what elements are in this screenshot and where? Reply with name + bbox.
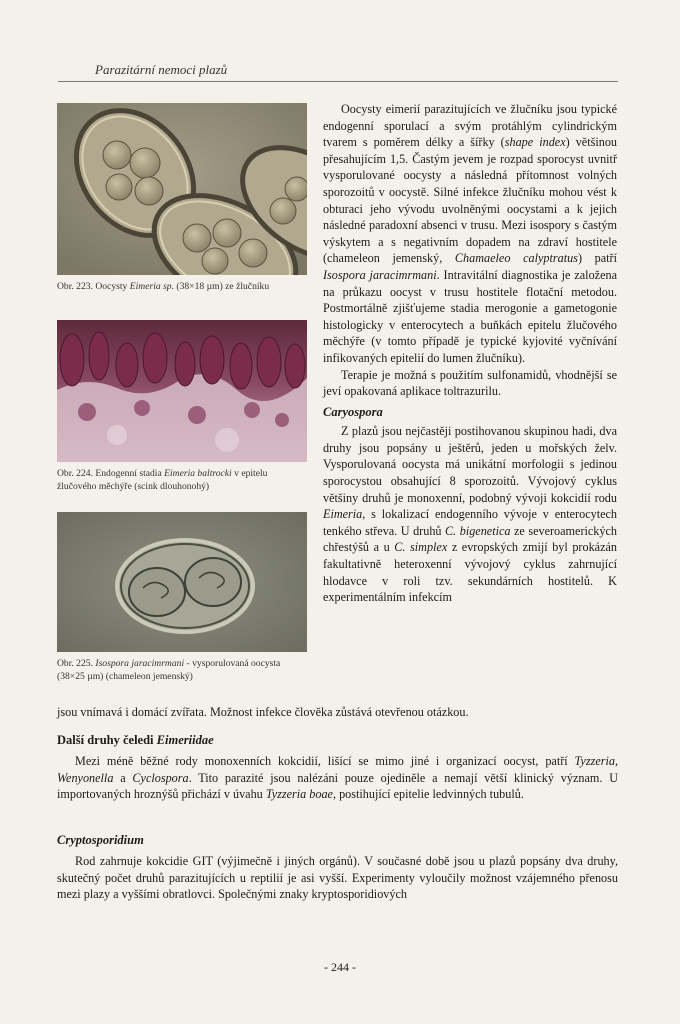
figure-223-image — [57, 103, 307, 275]
right-column-text — [323, 101, 617, 606]
paragraph-eimeriidae: Mezi méně běžné rody monoxenních kokcidií, lišící se mimo jiné i organizací oocyst, patří Tyzzeria, Wenyonella a Cyclospora. Tito parazité jsou nalézáni pouze ojediněle a nemají větší klinický význam. U importovaných hroznýšů přichází v úvahu Tyzzeria boae, postihující epitelie ledvinných tubulů. — [57, 754, 618, 802]
running-header: Parazitární nemoci plazů — [95, 62, 228, 77]
paragraph-therapy: Terapie je možná s použitím sulfonamidů, vhodnější se jeví opakovaná aplikace toltrazurilu. — [323, 367, 617, 399]
paragraph-cryptosporidium: Rod zahrnuje kokcidie GIT (výjimečně i jiných orgánů). V současné době jsou u plazů popsány dva druhy, skutečný počet druhů parazitujících u reptilií je asi vyšší. Experimenty vyloučily možnost vzájemného přenosu mezi plazy a vyššími obratlovci. Společnými znaky kryptosporidiových — [57, 854, 618, 902]
heading-cryptosporidium: Cryptosporidium — [57, 833, 144, 847]
header-rule — [58, 81, 618, 82]
page-number: - 244 - — [324, 960, 356, 974]
figure-224-caption: Obr. 224. Endogenní stadia Eimeria baltrocki v epitelu žlučového měchýře (scink dlouhonohý) — [57, 468, 268, 492]
continuation-line: jsou vnímavá i domácí zvířata. Možnost infekce člověka zůstává otevřenou otázkou. — [57, 705, 469, 719]
paragraph-caryospora: Z plazů jsou nejčastěji postihovanou skupinou hadi, dva druhy jsou popsány u ještěrů, jeden u mořských želv. Vysporulovaná oocysta má unikátní morfologii s jedinou sporocystou obsahující 8 sporozoitů. Vývojový cyklus většiny druhů je monoxenní, podobný vývoji kokcidií rodu Eimeria, s lokalizací endogenního vývoje v enterocytech tenkého střeva. U druhů C. bigenetica ze severoamerických chřestýšů a u C. simplex z evropských zmijí byl prokázán fakultativně heteroxenní vývojový cyklus zahrnující hlodavce v roli tzv. sekundárních hostitelů. K experimentálním infekcím — [323, 424, 617, 605]
figure-224-image — [57, 320, 307, 462]
paragraph-oocysts: Oocysty eimerií parazitujících ve žlučníku jsou typické endogenní sporulací a svým protáhlým cylindrickým tvarem s poměrem délky a šířky (shape index) většinou přesahujícím 1,5. Častým jevem je rozpad sporocyst uvnitř vysporulované oocysty a následná přítomnost volných sporozoitů v oocystě. Silné infekce žlučníku mohou vést k obturaci jeho vývodu uvolněnými oocystami a k jejich následné paradoxní absenci v trusu. Mezi isospory s častým výskytem a s negativním dopadem na zdraví hostitele (chameleon jemenský, Chamaeleo calyptratus) patří Isospora jaracimrmani. Intravitální diagnostika je založena na průkazu oocyst v trusu hostitele flotační metodou. Postmortálně zjišťujeme stadia merogonie a gametogonie histologicky v enterocytech a buňkách epitelu žlučového měchýře (v tomto případě je typické kyjovité vyčnívání infikovaných epitelií do lumen žlučníku). — [323, 102, 618, 365]
heading-caryospora: Caryospora — [323, 404, 383, 419]
heading-eimeriidae: Další druhy čeledi Eimeriidae — [57, 733, 214, 747]
figure-225-image — [57, 512, 307, 652]
figure-225-caption: Obr. 225. Isospora jaracimrmani - vysporulovaná oocysta (38×25 µm) (chameleon jemenský) — [57, 658, 281, 682]
figure-223-caption: Obr. 223. Oocysty Eimeria sp. (38×18 µm) ze žlučníku — [57, 281, 270, 292]
